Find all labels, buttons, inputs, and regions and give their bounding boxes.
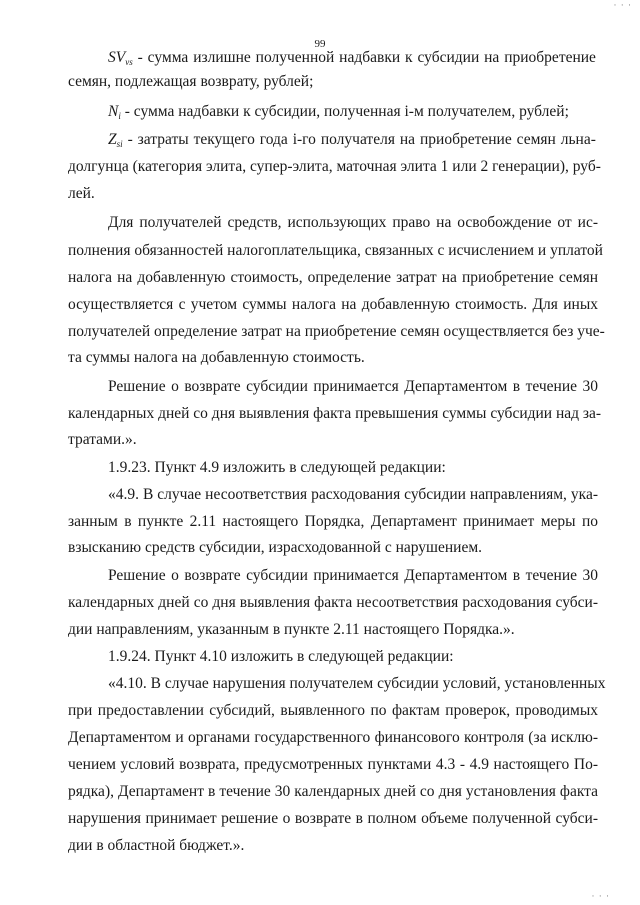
paragraph-2-line: тратами.». [68,431,137,448]
paragraph-7-line: чением условий возврата, предусмотренных пунктами 4.3 - 4.9 настоящего По- [68,756,598,773]
symbol-n: $N_i$ [108,103,121,121]
paragraph-4-line: «4.9. В случае несоответствия расходования субсидии направлениям, ука- [108,486,598,503]
paragraph-1-line: полнения обязанностей налогоплательщика, связанных с исчислением и уплатой [68,242,603,259]
paragraph-5-line: дии направлениям, указанным в пункте 2.11 настоящего Порядка.». [68,621,515,638]
paragraph-1-line: осуществляется с учетом суммы налога на добавленную стоимость. Для иных [68,296,598,313]
definition-z-line1: $Z_{si}$ - затраты текущего года i-го получателя на приобретение семян льна- [108,131,596,149]
paragraph-1-line: получателей определение затрат на приобретение семян осуществляется без уче- [68,323,605,340]
paragraph-7-line: рядка), Департамент в течение 30 календарных дней со дня установления факта [68,783,598,800]
paragraph-2-line: Решение о возврате субсидии принимается Департаментом в течение 30 [108,378,598,395]
paragraph-1-line: Для получателей средств, использующих право на освобождение от ис- [108,214,598,231]
definition-sv-line2: семян, подлежащая возврату, рублей; [68,73,314,90]
paragraph-7-line: дии в областной бюджет.». [68,837,245,854]
paragraph-5-line: Решение о возврате субсидии принимается Департаментом в течение 30 [108,567,598,584]
definition-z-line2: долгунца (категория элита, супер-элита, маточная элита 1 или 2 генерации), руб- [68,158,601,175]
page-number: 99 [314,38,326,50]
paragraph-6-line: 1.9.24. Пункт 4.10 изложить в следующей редакции: [108,648,454,665]
paragraph-7-line: при предоставлении субсидий, выявленного по фактам проверок, проводимых [68,702,598,719]
paragraph-7-line: «4.10. В случае нарушения получателем субсидии условий, установленных [108,675,606,692]
definition-sv-line1: $SV_{vs}$ - сумма излишне полученной надбавки к субсидии на приобретение [108,49,596,67]
paragraph-7-line: Департаментом и органами государственного финансового контроля (за исклю- [68,729,598,746]
paragraph-4-line: взысканию средств субсидии, израсходованной с нарушением. [68,539,483,556]
scan-mark-top: · · · [613,0,632,10]
paragraph-4-line: занным в пункте 2.11 настоящего Порядка, Департамент принимает меры по [68,513,598,530]
symbol-z: $Z_{si}$ [108,131,123,149]
paragraph-1-line: налога на добавленную стоимость, определение затрат на приобретение семян [68,269,598,286]
scan-mark-bottom: · · · [591,891,610,901]
definition-z-line3: лей. [68,185,95,202]
definition-n-line1: $N_i$ - сумма надбавки к субсидии, полученная i-м получателем, рублей; [108,103,569,121]
paragraph-2-line: календарных дней со дня выявления факта превышения суммы субсидии над за- [68,405,602,422]
paragraph-5-line: календарных дней со дня выявления факта несоответствия расходования субси- [68,594,598,611]
symbol-sv: $SV_{vs}$ [108,49,133,67]
paragraph-7-line: нарушения принимает решение о возврате в полном объеме полученной субси- [68,810,598,827]
paragraph-1-line: та суммы налога на добавленную стоимость. [68,349,365,366]
paragraph-3-line: 1.9.23. Пункт 4.9 изложить в следующей редакции: [108,459,446,476]
